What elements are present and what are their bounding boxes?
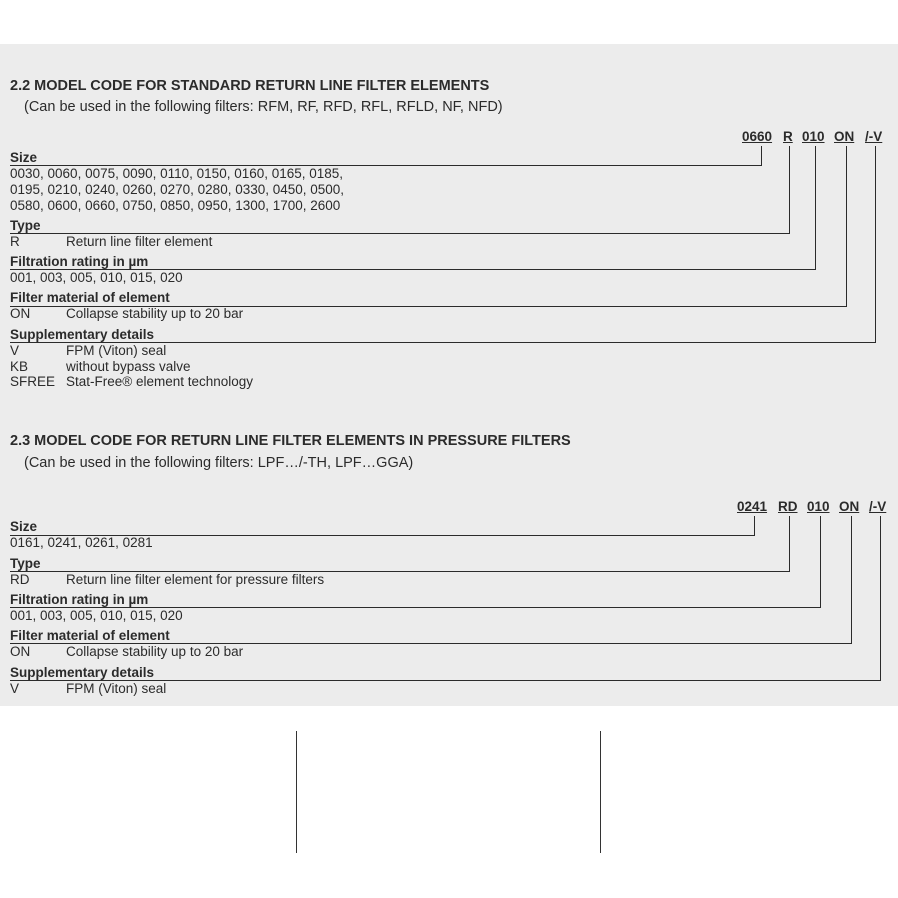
row-desc: Return line filter element [66,234,213,249]
row-desc: Return line filter element for pressure filters [66,572,325,587]
code-part-supplementary: /-V [865,129,883,144]
size-values: 0030, 0060, 0075, 0090, 0110, 0150, 0160, 0165, 0185, [10,166,344,181]
row-desc: Collapse stability up to 20 bar [66,306,244,321]
column-divider [296,731,297,853]
connector-line [875,146,876,342]
group-label-filtration: Filtration rating in µm [10,254,149,269]
group-label-material: Filter material of element [10,290,170,305]
size-values: 0195, 0210, 0240, 0260, 0270, 0280, 0330, 0450, 0500, [10,182,345,197]
section-subtitle: (Can be used in the following filters: LPF…/-TH, LPF…GGA) [24,455,414,471]
row-key: KB [10,359,29,374]
group-label-type: Type [10,556,41,571]
row-key: R [10,234,20,249]
group-label-supplementary: Supplementary details [10,327,155,342]
column-divider [600,731,601,853]
row-key: RD [10,572,30,587]
group-label-type: Type [10,218,41,233]
code-part-size: 0660 [742,129,773,144]
section-subtitle: (Can be used in the following filters: RFM, RF, RFD, RFL, RFLD, NF, NFD) [24,99,503,115]
connector-line [820,516,821,607]
row-key: SFREE [10,374,56,389]
connector-line [789,146,790,233]
code-part-type: RD [778,499,798,514]
code-part-rating: 010 [802,129,825,144]
row-desc: Stat-Free® element technology [66,374,254,389]
code-part-size: 0241 [737,499,768,514]
row-key: V [10,343,20,358]
connector-line [761,146,762,165]
connector-line [754,516,755,535]
row-desc: Collapse stability up to 20 bar [66,644,244,659]
row-desc: FPM (Viton) seal [66,343,167,358]
connector-line [846,146,847,306]
connector-line [851,516,852,643]
row-key: ON [10,306,31,321]
row-key: ON [10,644,31,659]
code-part-type: R [783,129,793,144]
code-part-material: ON [839,499,860,514]
group-label-size: Size [10,519,38,534]
size-values: 0580, 0600, 0660, 0750, 0850, 0950, 1300, 1700, 2600 [10,198,341,213]
group-label-size: Size [10,150,38,165]
row-desc: FPM (Viton) seal [66,681,167,696]
group-label-filtration: Filtration rating in µm [10,592,149,607]
group-label-supplementary: Supplementary details [10,665,155,680]
row-desc: without bypass valve [66,359,191,374]
group-label-material: Filter material of element [10,628,170,643]
connector-line [815,146,816,269]
code-part-supplementary: /-V [869,499,887,514]
row-key: V [10,681,20,696]
section-title: 2.2 MODEL CODE FOR STANDARD RETURN LINE FILTER ELEMENTS [10,78,490,94]
size-values: 0161, 0241, 0261, 0281 [10,535,153,550]
filtration-values: 001, 003, 005, 010, 015, 020 [10,270,183,285]
section-title: 2.3 MODEL CODE FOR RETURN LINE FILTER ELEMENTS IN PRESSURE FILTERS [10,433,571,449]
code-part-material: ON [834,129,855,144]
connector-line [789,516,790,571]
code-part-rating: 010 [807,499,830,514]
filtration-values: 001, 003, 005, 010, 015, 020 [10,608,183,623]
connector-line [880,516,881,680]
